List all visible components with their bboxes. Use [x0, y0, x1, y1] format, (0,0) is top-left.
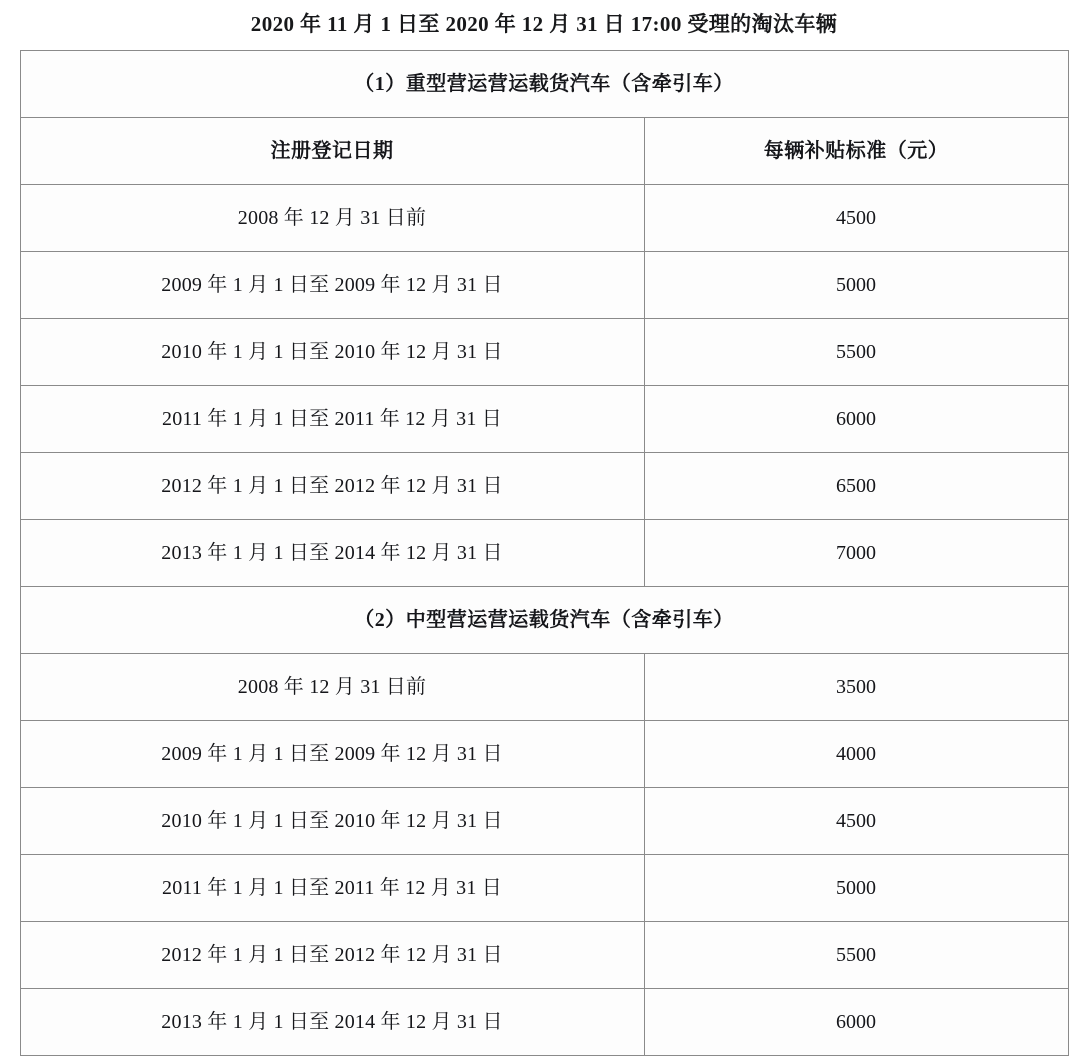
section-heading-heavy: （1）重型营运营运载货汽车（含牵引车）	[20, 51, 1068, 118]
cell-date: 2012 年 1 月 1 日至 2012 年 12 月 31 日	[20, 453, 644, 520]
table-row	[20, 922, 1068, 989]
cell-amount: 6500	[644, 453, 1068, 520]
table-row	[20, 252, 1068, 319]
cell-date: 2013 年 1 月 1 日至 2014 年 12 月 31 日	[20, 520, 644, 587]
table-row	[20, 989, 1068, 1056]
table-row	[20, 788, 1068, 855]
column-header-date: 注册登记日期	[20, 118, 644, 185]
table-row	[20, 185, 1068, 252]
table-row	[20, 319, 1068, 386]
cell-amount: 5500	[644, 922, 1068, 989]
cell-date: 2009 年 1 月 1 日至 2009 年 12 月 31 日	[20, 252, 644, 319]
table-row-section-heading	[20, 587, 1068, 654]
table-row	[20, 520, 1068, 587]
table-row-section-heading	[20, 51, 1068, 118]
cell-amount: 7000	[644, 520, 1068, 587]
cell-amount: 6000	[644, 386, 1068, 453]
page-title: 2020 年 11 月 1 日至 2020 年 12 月 31 日 17:00 受理的淘汰车辆	[250, 12, 838, 36]
cell-date: 2011 年 1 月 1 日至 2011 年 12 月 31 日	[20, 386, 644, 453]
table-body	[20, 51, 1068, 1056]
cell-amount: 5000	[644, 855, 1068, 922]
cell-amount: 5500	[644, 319, 1068, 386]
table-row	[20, 453, 1068, 520]
cell-date: 2009 年 1 月 1 日至 2009 年 12 月 31 日	[20, 721, 644, 788]
column-header-amount: 每辆补贴标准（元）	[644, 118, 1068, 185]
cell-date: 2008 年 12 月 31 日前	[20, 185, 644, 252]
cell-amount: 4500	[644, 788, 1068, 855]
table-row	[20, 721, 1068, 788]
table-row	[20, 855, 1068, 922]
subsidy-standard-table	[20, 50, 1069, 1056]
cell-date: 2010 年 1 月 1 日至 2010 年 12 月 31 日	[20, 788, 644, 855]
table-row-column-headers	[20, 118, 1068, 185]
table-row	[20, 386, 1068, 453]
cell-amount: 4500	[644, 185, 1068, 252]
cell-amount: 5000	[644, 252, 1068, 319]
section-heading-medium: （2）中型营运营运载货汽车（含牵引车）	[20, 587, 1068, 654]
cell-amount: 3500	[644, 654, 1068, 721]
cell-date: 2010 年 1 月 1 日至 2010 年 12 月 31 日	[20, 319, 644, 386]
cell-date: 2013 年 1 月 1 日至 2014 年 12 月 31 日	[20, 989, 644, 1056]
cell-date: 2008 年 12 月 31 日前	[20, 654, 644, 721]
table-row	[20, 654, 1068, 721]
cell-date: 2011 年 1 月 1 日至 2011 年 12 月 31 日	[20, 855, 644, 922]
cell-amount: 6000	[644, 989, 1068, 1056]
cell-amount: 4000	[644, 721, 1068, 788]
cell-date: 2012 年 1 月 1 日至 2012 年 12 月 31 日	[20, 922, 644, 989]
